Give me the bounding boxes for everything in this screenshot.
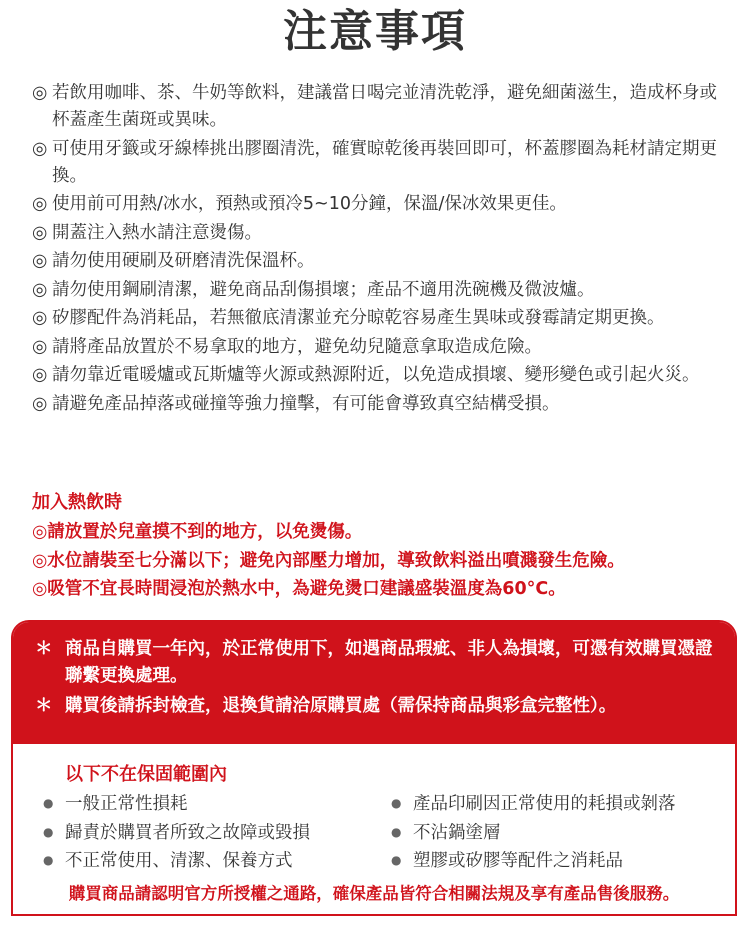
exclusion-item xyxy=(391,819,676,848)
dot-icon: ● xyxy=(43,824,54,839)
exclusions-right-column xyxy=(391,790,676,876)
page-title: 注意事項 xyxy=(283,6,467,57)
warranty-text: 購買後請拆封檢查，退換貨請洽原購買處（需保持商品與彩盒完整性）。 xyxy=(65,696,617,716)
bullet-icon: ◎ xyxy=(32,579,48,599)
note-item xyxy=(32,362,722,389)
bullet-icon: ◎ xyxy=(32,222,48,243)
hot-drinks-text: 吸管不宜長時間浸泡於熱水中，為避免燙口建議盛裝溫度為60°C。 xyxy=(47,579,566,599)
note-text: 請勿靠近電暖爐或瓦斯爐等火源或熱源附近，以免造成損壞、變形變色或引起火災。 xyxy=(52,365,700,385)
bullet-icon: ◎ xyxy=(32,550,48,571)
hot-drinks-text: 水位請裝至七分滿以下；避免內部壓力增加，導致飲料溢出噴濺發生危險。 xyxy=(47,550,625,571)
warranty-box xyxy=(11,620,737,916)
bullet-icon: ◎ xyxy=(32,138,48,159)
bullet-icon: ◎ xyxy=(32,279,48,300)
note-text: 矽膠配件為消耗品，若無徹底清潔並充分晾乾容易產生異味或發霉請定期更換。 xyxy=(52,308,665,328)
exclusion-item xyxy=(391,790,676,819)
warranty-banner xyxy=(13,622,735,744)
note-text: 請勿使用硬刷及研磨清洗保溫杯。 xyxy=(52,251,315,271)
hot-drinks-text: 請放置於兒童摸不到的地方，以免燙傷。 xyxy=(47,522,363,542)
exclusion-item xyxy=(43,847,310,876)
footer-notice: 購買商品請認明官方所授權之通路，確保產品皆符合相關法規及享有產品售後服務。 xyxy=(68,884,680,903)
note-item xyxy=(32,80,722,134)
exclusion-item xyxy=(391,847,676,876)
note-item xyxy=(32,334,722,361)
dot-icon: ● xyxy=(391,824,402,839)
warranty-line xyxy=(35,636,715,690)
exclusion-text: 塑膠或矽膠等配件之消耗品 xyxy=(413,851,623,871)
note-text: 若飲用咖啡、茶、牛奶等飲料，建議當日喝完並清洗乾淨，避免細菌滋生，造成杯身或杯蓋產生菌斑或異味。 xyxy=(52,83,717,130)
bullet-icon: ◎ xyxy=(32,194,48,214)
exclusion-item xyxy=(43,790,310,819)
exclusions-left-column xyxy=(43,790,310,876)
exclusion-text: 不正常使用、清潔、保養方式 xyxy=(65,851,293,871)
exclusions-title: 以下不在保固範圍內 xyxy=(65,764,227,785)
note-item xyxy=(32,191,722,218)
note-item xyxy=(32,248,722,275)
warranty-text: 商品自購買一年內，於正常使用下，如遇商品瑕疵、非人為損壞，可憑有效購買憑證聯繫更換處理。 xyxy=(65,639,713,686)
bullet-icon: ◎ xyxy=(32,365,48,385)
note-text: 使用前可用熱/冰水，預熱或預冷5~10分鐘，保溫/保冰效果更佳。 xyxy=(52,194,567,214)
note-text: 請將產品放置於不易拿取的地方，避免幼兒隨意拿取造成危險。 xyxy=(52,336,542,357)
bullet-icon: ◎ xyxy=(32,522,48,542)
exclusion-item xyxy=(43,819,310,848)
hot-drinks-section xyxy=(32,490,732,605)
exclusion-text: 產品印刷因正常使用的耗損或剝落 xyxy=(413,794,676,814)
exclusion-text: 一般正常性損耗 xyxy=(65,794,188,814)
hot-drinks-heading: 加入熱飲時 xyxy=(32,492,122,513)
warranty-line xyxy=(35,693,715,720)
dot-icon: ● xyxy=(43,796,54,810)
hot-drinks-item xyxy=(32,548,732,575)
hot-drinks-item xyxy=(32,576,732,603)
exclusion-text: 歸責於購買者所致之故障或毀損 xyxy=(65,822,310,843)
note-text: 請勿使用鋼刷清潔，避免商品刮傷損壞；產品不適用洗碗機及微波爐。 xyxy=(52,279,595,300)
note-text: 可使用牙籤或牙線棒挑出膠圈清洗，確實晾乾後再裝回即可，杯蓋膠圈為耗材請定期更換。 xyxy=(52,138,717,186)
bullet-icon: ◎ xyxy=(32,308,48,328)
bullet-icon: ◎ xyxy=(32,251,48,271)
note-text: 請避免產品掉落或碰撞等強力撞擊，有可能會導致真空結構受損。 xyxy=(52,393,560,414)
note-item xyxy=(32,220,722,247)
note-text: 開蓋注入熱水請注意燙傷。 xyxy=(52,222,262,243)
bullet-icon: ◎ xyxy=(32,336,48,357)
bullet-icon: ◎ xyxy=(32,393,48,414)
exclusion-text: 不沾鍋塗層 xyxy=(413,822,501,843)
bullet-icon: ◎ xyxy=(32,83,48,103)
dot-icon: ● xyxy=(391,796,402,810)
note-item xyxy=(32,277,722,304)
asterisk-icon: ＊ xyxy=(35,639,53,659)
asterisk-icon: ＊ xyxy=(35,696,53,716)
hot-drinks-item xyxy=(32,519,732,546)
notes-list xyxy=(32,80,722,419)
dot-icon: ● xyxy=(43,853,54,867)
dot-icon: ● xyxy=(391,853,402,867)
note-item xyxy=(32,136,722,190)
note-item xyxy=(32,305,722,332)
note-item xyxy=(32,391,722,418)
